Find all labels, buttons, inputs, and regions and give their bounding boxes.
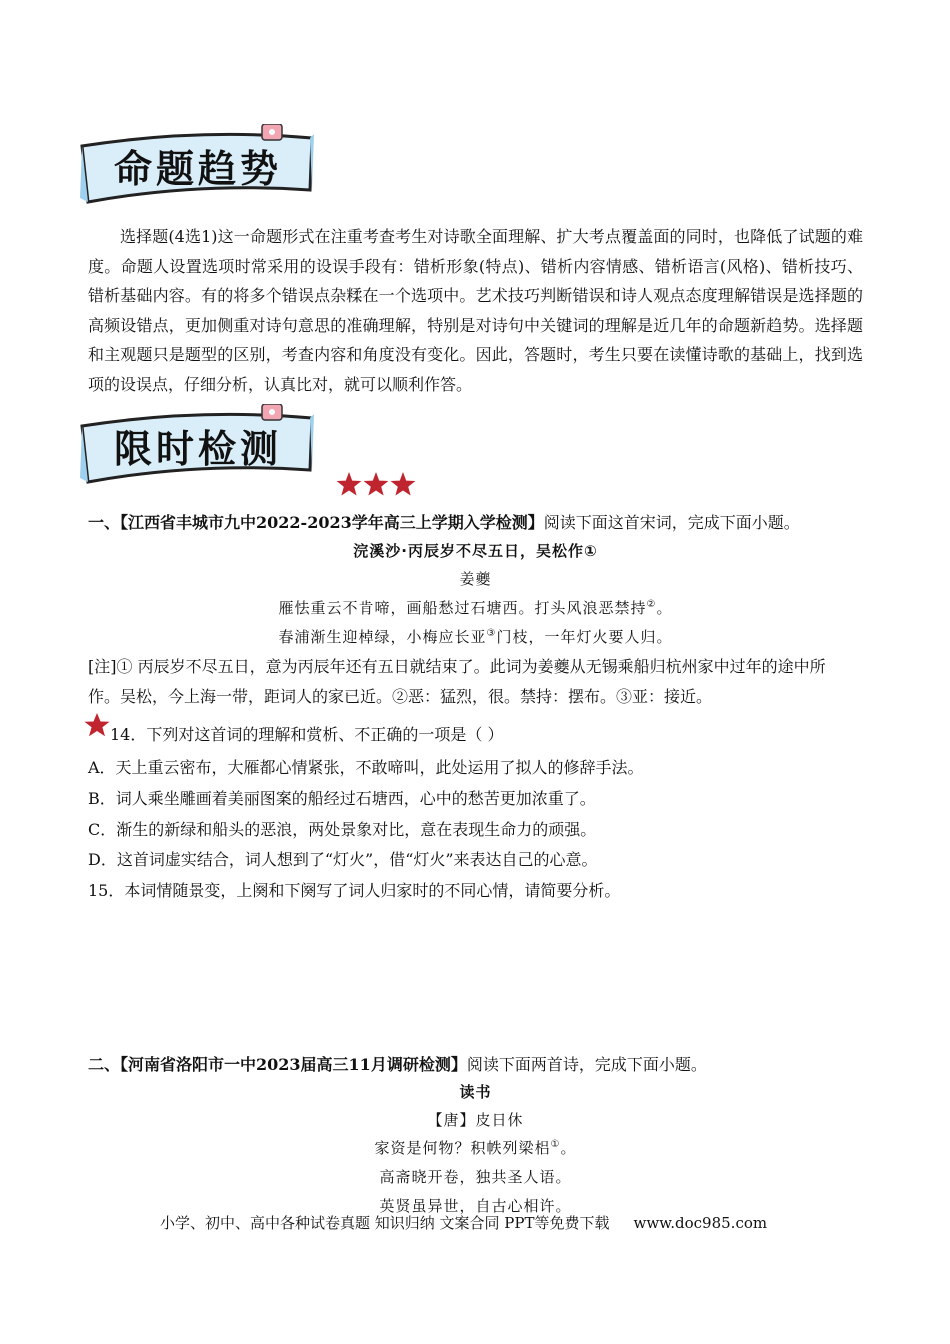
option-d: D．这首词虚实结合，词人想到了“灯火”，借“灯火”来表达自己的心意。	[88, 850, 598, 869]
section1-prefix: 一、	[88, 513, 121, 532]
section1-heading	[88, 510, 800, 533]
poem2-line1	[88, 1137, 863, 1158]
section2-instruction: 阅读下面两首诗，完成下面小题。	[466, 1055, 707, 1074]
section2-heading	[88, 1052, 707, 1075]
poem1-line2-text-a: 春浦渐生迎棹绿，小梅应长亚	[278, 628, 487, 646]
section2-prefix: 二、	[88, 1055, 121, 1074]
section-banner-test	[78, 404, 318, 486]
difficulty-star-icon	[364, 472, 389, 496]
question-14: 14．下列对这首词的理解和赏析、不正确的一项是（ ）	[110, 725, 504, 744]
section2-source: 【河南省洛阳市一中2023届高三11月调研检测】	[120, 1055, 467, 1074]
poem1-line1	[88, 597, 863, 618]
note-marker: ②	[646, 599, 657, 610]
difficulty-stars-icon	[336, 470, 416, 500]
trend-paragraph: 选择题(4选1)这一命题形式在注重考查考生对诗歌全面理解、扩大考点覆盖面的同时，也降低了试题的难度。命题人设置选项时常采用的设误手段有：错析形象(特点)、错析内容情感、错析语言(风格)、错析技巧、错析基础内容。有的将多个错误点杂糅在一个选项中。艺术技巧判断错误和诗人观点态度理解错误是选择题的高频设错点，更加侧重对诗句意思的准确理解，特别是对诗句中关键词的理解是近几年的命题新趋势。选择题和主观题只是题型的区别，考查内容和角度没有变化。因此，答题时，考生只要在读懂诗歌的基础上，找到选项的设误点，仔细分析，认真比对，就可以顺利作答。	[88, 227, 863, 394]
page-footer	[160, 1212, 820, 1233]
poem1-note-line1: [注]① 丙辰岁不尽五日，意为丙辰年还有五日就结束了。此词为姜夔从无锡乘船归杭州家中过年的途中所	[88, 657, 826, 676]
section1-source: 【江西省丰城市九中2022-2023学年高三上学期入学检测】	[120, 513, 544, 532]
footer-url[interactable]: www.doc985.com	[633, 1214, 768, 1232]
poem2-line1-text: 家资是何物？积帙列梁梠	[374, 1139, 551, 1157]
footer-text: 小学、初中、高中各种试卷真题 知识归纳 文案合同 PPT等免费下载	[160, 1214, 610, 1232]
note-marker: ③	[486, 628, 497, 639]
option-b: B．词人乘坐雕画着美丽图案的船经过石塘西，心中的愁苦更加浓重了。	[88, 789, 596, 808]
difficulty-star-icon	[337, 472, 362, 496]
difficulty-star-icon	[391, 472, 416, 496]
poem1-line1-text: 雁怯重云不肯啼，画船愁过石塘西。打头风浪恶禁持	[278, 599, 647, 617]
poem2-line2: 高斋晓开卷，独共圣人语。	[379, 1168, 572, 1186]
option-c: C．渐生的新绿和船头的恶浪，两处景象对比，意在表现生命力的顽强。	[88, 820, 597, 839]
section1-instruction: 阅读下面这首宋词，完成下面小题。	[543, 513, 800, 532]
poem1-author: 姜夔	[459, 570, 492, 588]
poem1-line2-text-b: 门枝，一年灯火要人归。	[496, 628, 673, 646]
poem2-line3: 英贤虽异世，自古心相许。	[379, 1197, 572, 1215]
poem2-author: 【唐】皮日休	[427, 1111, 524, 1129]
poem2-title: 读书	[459, 1083, 492, 1101]
poem1-line1-end: 。	[656, 599, 673, 617]
poem2-line1-end: 。	[560, 1139, 577, 1157]
poem1-title: 浣溪沙·丙辰岁不尽五日，吴松作①	[353, 542, 598, 560]
poem1-line2	[88, 626, 863, 647]
section-banner-trend	[78, 124, 318, 206]
note-marker: ①	[550, 1139, 561, 1150]
banner-title: 命题趋势	[114, 147, 283, 191]
question-15: 15．本词情随景变，上阕和下阕写了词人归家时的不同心情，请简要分析。	[88, 881, 621, 900]
banner-title: 限时检测	[114, 427, 283, 471]
option-a: A．天上重云密布，大雁都心情紧张，不敢啼叫，此处运用了拟人的修辞手法。	[88, 758, 644, 777]
poem1-note-line2: 作。吴松，今上海一带，距词人的家已近。②恶：猛烈，很。禁持：摆布。③亚：接近。	[88, 687, 713, 706]
question-star-icon	[84, 712, 110, 738]
